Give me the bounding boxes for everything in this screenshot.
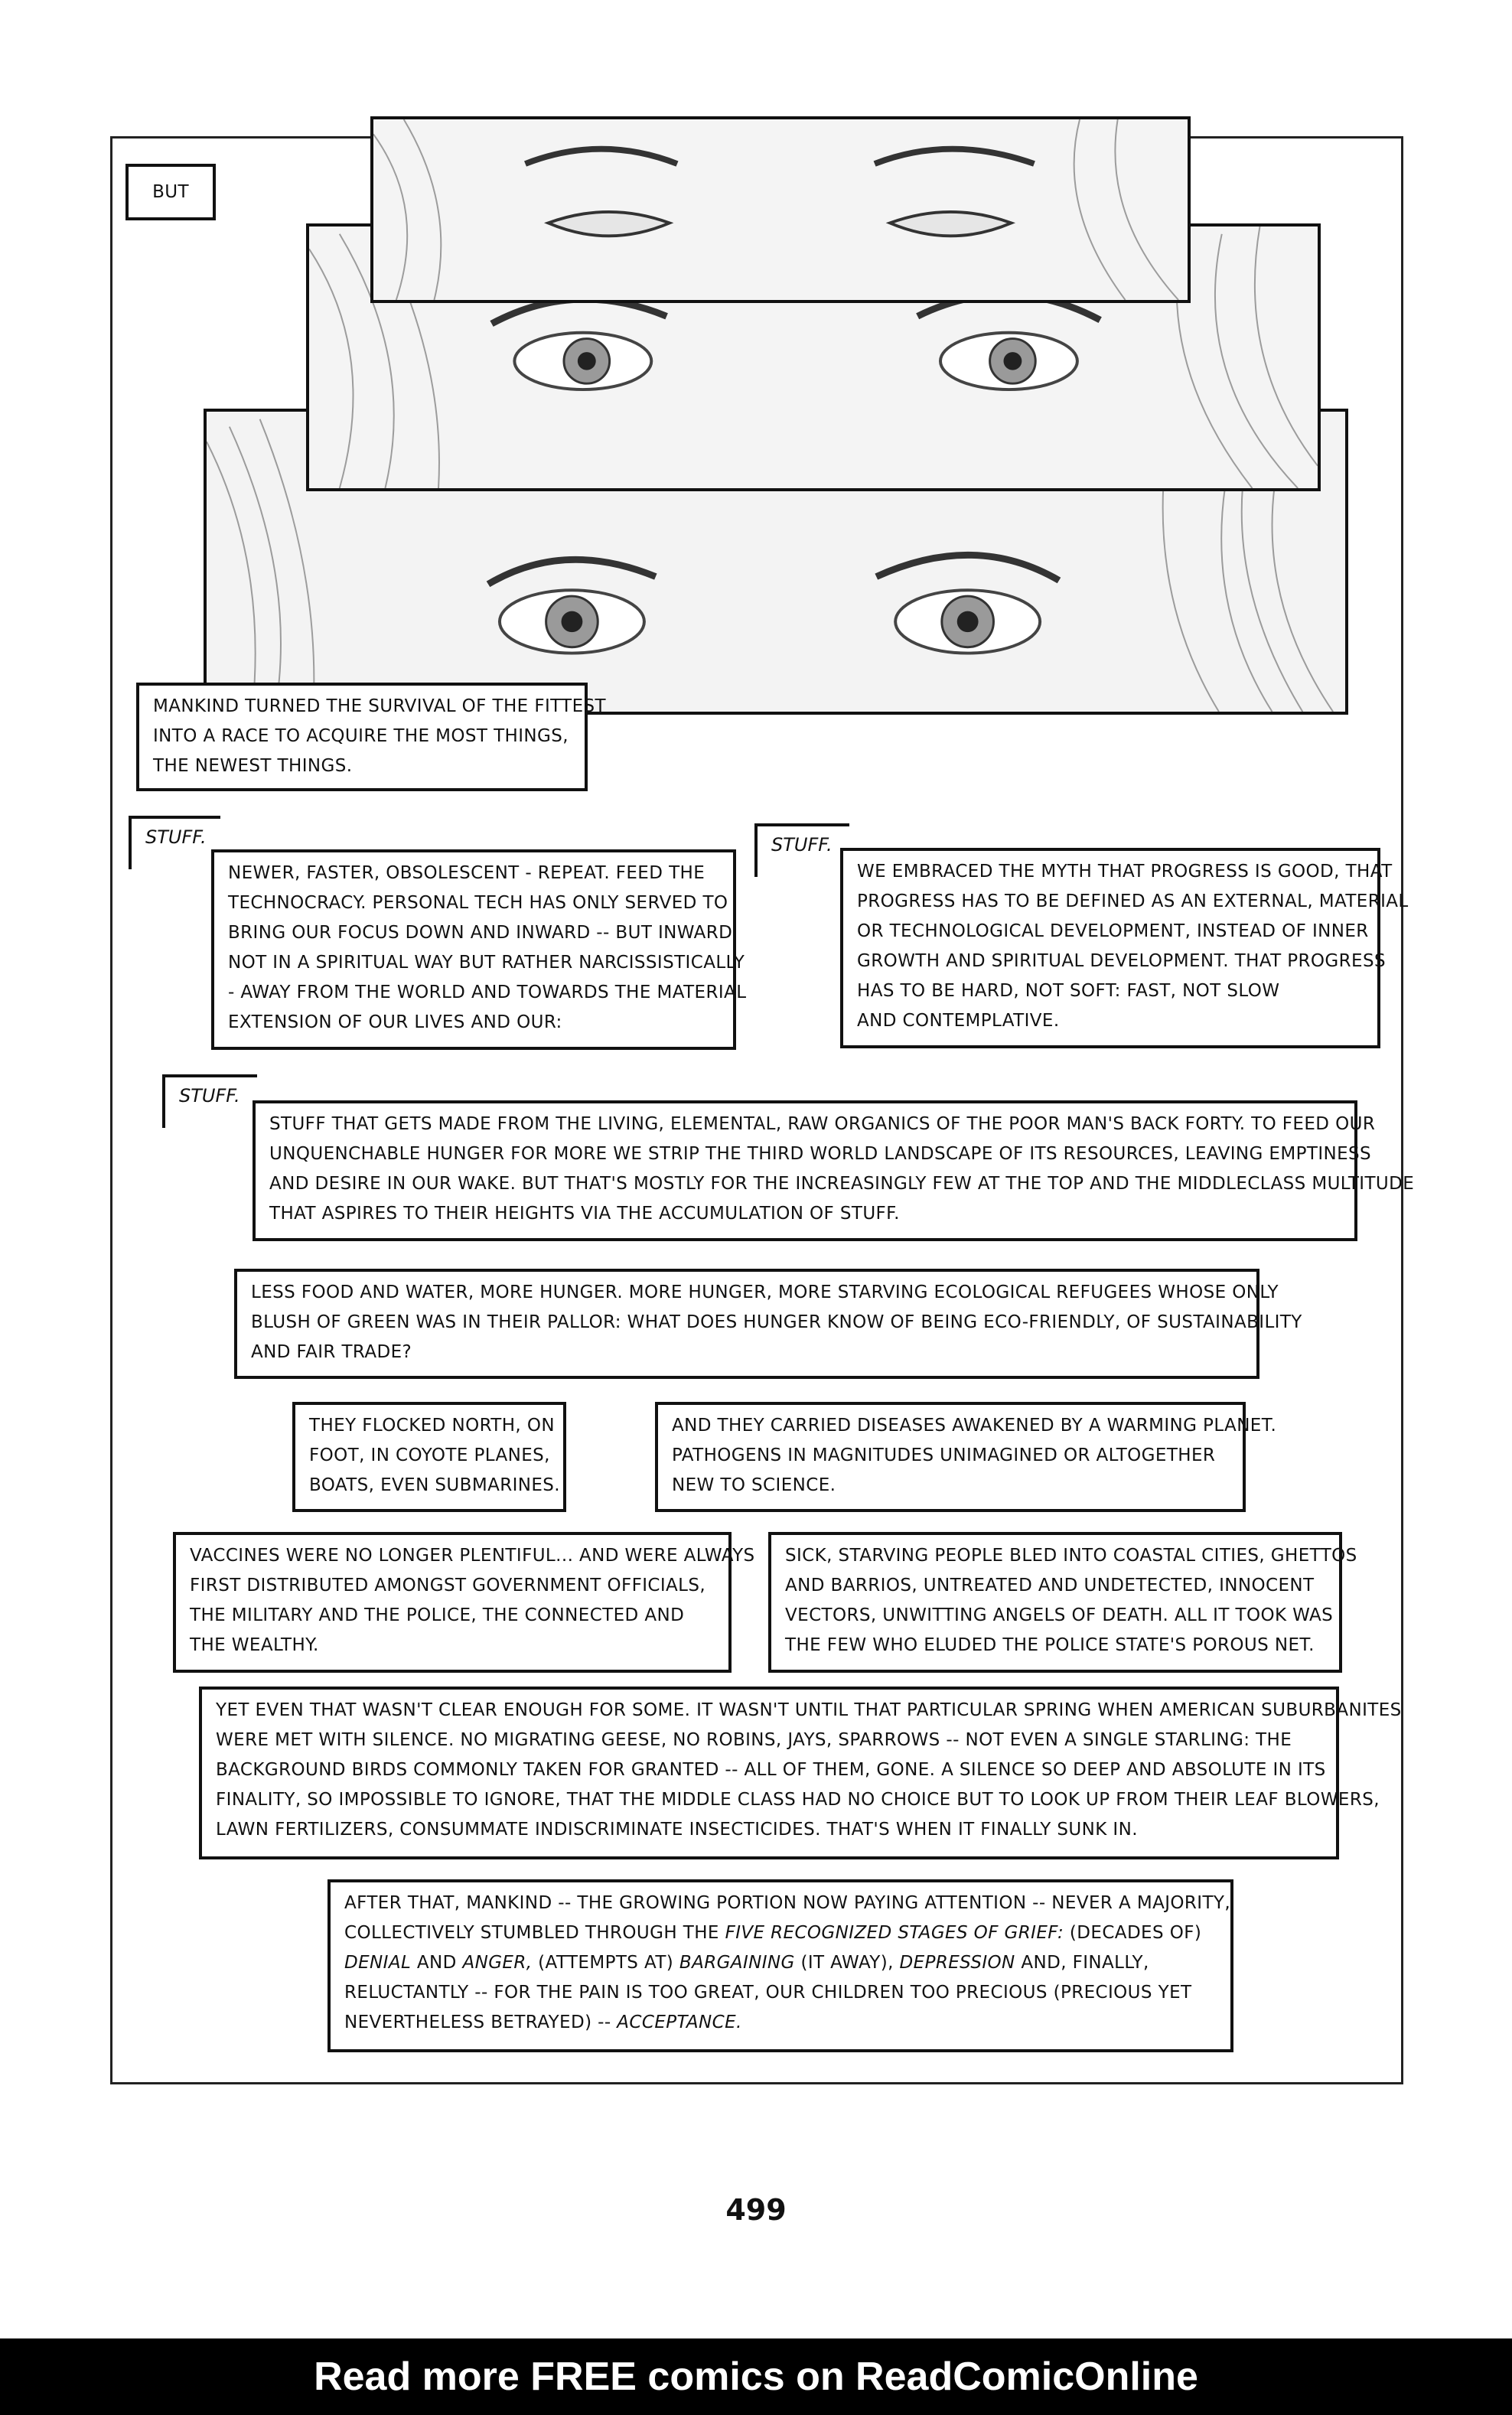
caption-line: INTO A RACE TO ACQUIRE THE MOST THINGS, [153,726,569,746]
caption-line: OR TECHNOLOGICAL DEVELOPMENT, INSTEAD OF INNER [857,921,1369,941]
caption-line: VECTORS, UNWITTING ANGELS OF DEATH. ALL IT TOOK WAS [785,1605,1334,1625]
caption-line: YET EVEN THAT WASN'T CLEAR ENOUGH FOR SOME. IT WASN'T UNTIL THAT PARTICULAR SPRING WHEN AMERICAN SUBURBANITES [216,1700,1402,1720]
stuff-tab-2: STUFF. [754,823,849,877]
caption-line: THAT ASPIRES TO THEIR HEIGHTS VIA THE ACCUMULATION OF STUFF. [269,1204,900,1224]
caption-line: WERE MET WITH SILENCE. NO MIGRATING GEESE, NO ROBINS, JAYS, SPARROWS -- NOT EVEN A SINGLE STARLING: THE [216,1730,1292,1750]
caption-line: MANKIND TURNED THE SURVIVAL OF THE FITTEST [153,696,607,716]
caption-silence [199,1687,1402,1859]
page-number: 499 [725,2193,787,2227]
caption-line: NEW TO SCIENCE. [672,1475,836,1495]
caption-line: FIRST DISTRIBUTED AMONGST GOVERNMENT OFFICIALS, [190,1576,706,1595]
caption-line: COLLECTIVELY STUMBLED THROUGH THE FIVE RECOGNIZED STAGES OF GRIEF: (DECADES OF) [344,1923,1202,1943]
caption-mankind [136,683,607,791]
caption-line: AND THEY CARRIED DISEASES AWAKENED BY A WARMING PLANET. [672,1416,1277,1436]
caption-line: THEY FLOCKED NORTH, ON [309,1416,555,1436]
caption-vaccines [173,1532,755,1673]
caption-but [125,164,216,220]
caption-flocked [292,1402,566,1512]
caption-line: NEWER, FASTER, OBSOLESCENT - REPEAT. FEED THE [228,863,705,883]
caption-line: SICK, STARVING PEOPLE BLED INTO COASTAL CITIES, GHETTOS [785,1546,1357,1566]
caption-line: TECHNOCRACY. PERSONAL TECH HAS ONLY SERVED TO [228,893,728,913]
caption-line: LESS FOOD AND WATER, MORE HUNGER. MORE HUNGER, MORE STARVING ECOLOGICAL REFUGEES WHOSE ONLY [251,1282,1279,1302]
caption-line: VACCINES WERE NO LONGER PLENTIFUL... AND WERE ALWAYS [190,1546,755,1566]
stage-bargaining: BARGAINING [679,1953,795,1973]
caption-line: AND DESIRE IN OUR WAKE. BUT THAT'S MOSTLY FOR THE INCREASINGLY FEW AT THE TOP AND THE MIDDLECLASS MULTITUDE [269,1174,1415,1194]
caption-line: THE WEALTHY. [190,1635,319,1655]
grief-stages-emphasis: FIVE RECOGNIZED STAGES OF GRIEF: [725,1923,1064,1943]
caption-line: EXTENSION OF OUR LIVES AND OUR: [228,1012,562,1032]
caption-line: FINALITY, SO IMPOSSIBLE TO IGNORE, THAT THE MIDDLE CLASS HAD NO CHOICE BUT TO LOOK UP FROM THEIR LEAF BLOWERS, [216,1790,1380,1810]
caption-line: NEVERTHELESS BETRAYED) -- ACCEPTANCE. [344,2012,742,2032]
caption-line: HAS TO BE HARD, NOT SOFT: FAST, NOT SLOW [857,981,1280,1001]
stuff-tab-1: STUFF. [129,816,220,869]
caption-line: PATHOGENS IN MAGNITUDES UNIMAGINED OR ALTOGETHER [672,1445,1216,1465]
eyes-panel-top [370,116,1191,303]
caption-line: GROWTH AND SPIRITUAL DEVELOPMENT. THAT PROGRESS [857,951,1386,971]
caption-text: BUT [152,182,189,202]
caption-line: NOT IN A SPIRITUAL WAY BUT RATHER NARCISSISTICALLY [228,953,745,973]
caption-line: UNQUENCHABLE HUNGER FOR MORE WE STRIP THE THIRD WORLD LANDSCAPE OF ITS RESOURCES, LEAVING EMPTINESS [269,1144,1372,1164]
caption-line: FOOT, IN COYOTE PLANES, [309,1445,550,1465]
caption-grief [327,1879,1233,2052]
caption-sick [768,1532,1357,1673]
footer-banner[interactable]: Read more FREE comics on ReadComicOnline [0,2338,1512,2415]
caption-diseases [655,1402,1277,1512]
caption-line: BLUSH OF GREEN WAS IN THEIR PALLOR: WHAT DOES HUNGER KNOW OF BEING ECO-FRIENDLY, OF SUSTAINABILITY [251,1312,1302,1332]
stage-anger: ANGER, [462,1953,533,1973]
caption-back-forty [253,1100,1415,1241]
stage-acceptance: ACCEPTANCE. [617,2012,742,2032]
caption-line: WE EMBRACED THE MYTH THAT PROGRESS IS GOOD, THAT [857,862,1393,882]
caption-line: AND CONTEMPLATIVE. [857,1011,1060,1031]
caption-line: BOATS, EVEN SUBMARINES. [309,1475,561,1495]
caption-line: STUFF THAT GETS MADE FROM THE LIVING, ELEMENTAL, RAW ORGANICS OF THE POOR MAN'S BACK FORTY. TO FEED OUR [269,1114,1376,1134]
caption-hunger [234,1269,1302,1379]
stuff-tab-3: STUFF. [162,1074,257,1128]
caption-line: THE NEWEST THINGS. [153,756,353,776]
eyes-closed-illustration [373,119,1188,300]
caption-technocracy [211,849,747,1050]
caption-line: BACKGROUND BIRDS COMMONLY TAKEN FOR GRANTED -- ALL OF THEM, GONE. A SILENCE SO DEEP AND ABSOLUTE IN ITS [216,1760,1326,1780]
caption-progress [840,848,1409,1048]
caption-line: RELUCTANTLY -- FOR THE PAIN IS TOO GREAT, OUR CHILDREN TOO PRECIOUS (PRECIOUS YET [344,1983,1192,2003]
caption-line: AND BARRIOS, UNTREATED AND UNDETECTED, INNOCENT [785,1576,1315,1595]
caption-line: PROGRESS HAS TO BE DEFINED AS AN EXTERNAL, MATERIAL [857,891,1409,911]
caption-line: BRING OUR FOCUS DOWN AND INWARD -- BUT INWARD [228,923,733,943]
stage-denial: DENIAL [344,1953,412,1973]
caption-line: - AWAY FROM THE WORLD AND TOWARDS THE MATERIAL [228,983,747,1002]
caption-line: AND FAIR TRADE? [251,1342,412,1362]
caption-line: THE MILITARY AND THE POLICE, THE CONNECTED AND [190,1605,685,1625]
caption-line: DENIAL AND ANGER, (ATTEMPTS AT) BARGAINING (IT AWAY), DEPRESSION AND, FINALLY, [344,1953,1149,1973]
caption-line: AFTER THAT, MANKIND -- THE GROWING PORTION NOW PAYING ATTENTION -- NEVER A MAJORITY, [344,1893,1231,1913]
caption-line: LAWN FERTILIZERS, CONSUMMATE INDISCRIMINATE INSECTICIDES. THAT'S WHEN IT FINALLY SUNK IN. [216,1820,1138,1840]
caption-line: THE FEW WHO ELUDED THE POLICE STATE'S POROUS NET. [785,1635,1315,1655]
stage-depression: DEPRESSION [899,1953,1015,1973]
